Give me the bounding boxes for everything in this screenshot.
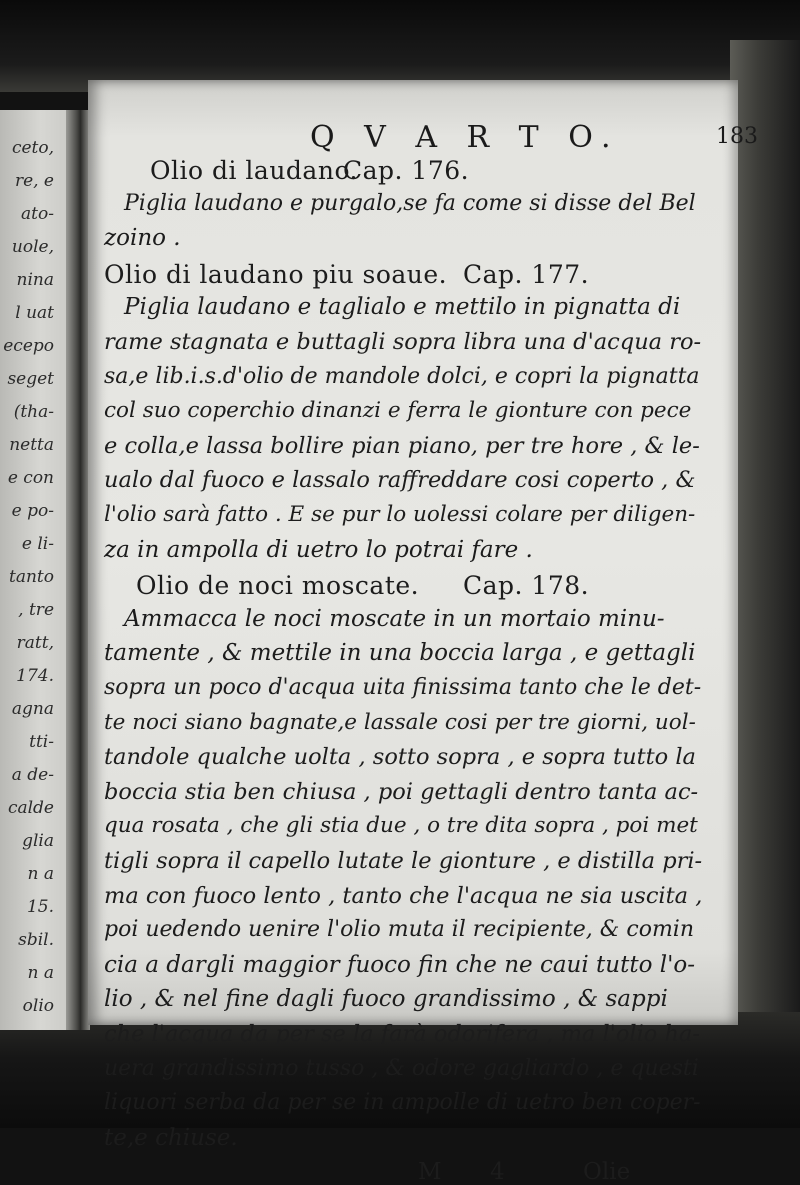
text-line: tamente , & mettile in una boccia larga , e gettagli <box>104 640 696 666</box>
text-line: qua rosata , che gli stia due , o tre dita sopra , poi met <box>104 813 698 838</box>
previous-page-fragment: tanto <box>9 567 54 587</box>
text-line: e colla,e lassa bollire pian piano, per tre hore , & le- <box>104 433 700 459</box>
chapter-title: Olio de noci moscate. <box>136 571 420 600</box>
previous-page-fragment: glia <box>22 831 54 851</box>
previous-page-fragment: n a <box>27 963 54 983</box>
text-line: lio , & nel fine dagli fuoco grandissimo , & sappi <box>104 986 668 1012</box>
previous-page-fragment: ratt, <box>16 633 54 653</box>
previous-page-fragment: uole, <box>11 237 54 257</box>
text-line: te noci siano bagnate,e lassale cosi per tre giorni, uol- <box>104 710 696 735</box>
chapter-number: Cap. 178. <box>463 571 590 600</box>
previous-page-fragment: ato- <box>21 204 54 224</box>
text-line: poi uedendo uenire l'olio muta il recipiente, & comin <box>104 917 695 942</box>
text-line: cia a dargli maggior fuoco fin che ne caui tutto l'o- <box>104 952 696 978</box>
text-line: l'olio sarà fatto . E se pur lo uolessi colare per diligen- <box>104 502 696 527</box>
previous-page-fragment: ecepo <box>3 336 54 356</box>
page-number: 183 <box>716 124 758 149</box>
previous-page-fragment: ceto, <box>11 138 54 158</box>
text-line: col suo coperchio dinanzi e ferra le gionture con pece <box>104 398 692 423</box>
previous-page-edge <box>0 110 74 1030</box>
previous-page-fragment: e po- <box>11 501 54 521</box>
text-line: boccia stia ben chiusa , poi gettagli dentro tanta ac- <box>104 779 699 805</box>
previous-page-fragment: tti- <box>29 732 54 752</box>
previous-page-fragment: 174. <box>16 666 54 686</box>
text-line: liquori serba da per se in ampolle di uetro ben coper- <box>104 1090 701 1115</box>
previous-page-fragment: n a <box>27 864 54 884</box>
previous-page-fragment: (tha- <box>13 402 54 422</box>
text-line: sa,e lib.i.s.d'olio de mandole dolci, e copri la pignatta <box>104 364 700 389</box>
chapter-title: Olio di laudano piu soaue. <box>104 260 448 289</box>
text-line: zoino . <box>104 225 181 251</box>
previous-page-fragment: 15. <box>26 897 54 917</box>
previous-page-fragment: calde <box>7 798 54 818</box>
text-line: tandole qualche uolta , sotto sopra , e sopra tutto la <box>104 744 696 770</box>
chapter-title: Olio di laudano. <box>150 156 358 185</box>
previous-page-fragment: , tre <box>18 600 54 620</box>
text-line: sopra un poco d'acqua uita finissima tanto che le det- <box>104 675 702 700</box>
scan-background-right <box>730 40 800 1030</box>
signature-mark: M <box>418 1159 442 1185</box>
text-line: che l'acqua da per se la farà odorifera , ma l'olio ha- <box>104 1021 700 1047</box>
previous-page-fragment: re, e <box>14 171 54 191</box>
previous-page-fragment: e con <box>7 468 54 488</box>
text-line: Ammacca le noci moscate in un mortaio minu- <box>124 606 665 632</box>
text-line: Piglia laudano e taglialo e mettilo in pignatta di <box>124 294 681 320</box>
previous-page-fragment: seget <box>7 369 54 389</box>
text-line: tigli sopra il capello lutate le gionture , e distilla pri- <box>104 848 703 874</box>
previous-page-fragment: a de- <box>11 765 54 785</box>
signature-number: 4 <box>490 1159 505 1185</box>
previous-page-fragment: agna <box>11 699 54 719</box>
previous-page-fragment: e li- <box>21 534 54 554</box>
text-line: ualo dal fuoco e lassalo raffreddare cosi coperto , & <box>104 467 696 493</box>
text-line: uera grandissimo tusso , & odore gagliardo , e questi <box>104 1056 699 1081</box>
chapter-number: Cap. 177. <box>463 260 590 289</box>
book-page <box>88 80 758 1185</box>
text-line: Piglia laudano e purgalo,se fa come si disse del Bel <box>124 191 696 216</box>
text-line: te,e chiuse. <box>104 1125 238 1151</box>
text-line: rame stagnata e buttagli sopra libra una d'acqua ro- <box>104 329 702 355</box>
previous-page-fragment: l uat <box>15 303 54 323</box>
chapter-number: Cap. 176. <box>343 156 470 185</box>
running-head-title: Q V A R T O. <box>310 120 621 155</box>
previous-page-fragment: olio <box>22 996 54 1016</box>
text-line: ma con fuoco lento , tanto che l'acqua ne sia uscita , <box>104 883 703 909</box>
previous-page-fragment: netta <box>9 435 54 455</box>
book-gutter <box>66 110 90 1030</box>
previous-page-fragment: nina <box>16 270 54 290</box>
scan-background-top <box>0 0 800 92</box>
text-line: za in ampolla di uetro lo potrai fare . <box>104 537 533 563</box>
signature-catchword: Olie <box>583 1159 631 1185</box>
running-head <box>88 120 758 160</box>
previous-page-fragment: sbil. <box>18 930 54 950</box>
